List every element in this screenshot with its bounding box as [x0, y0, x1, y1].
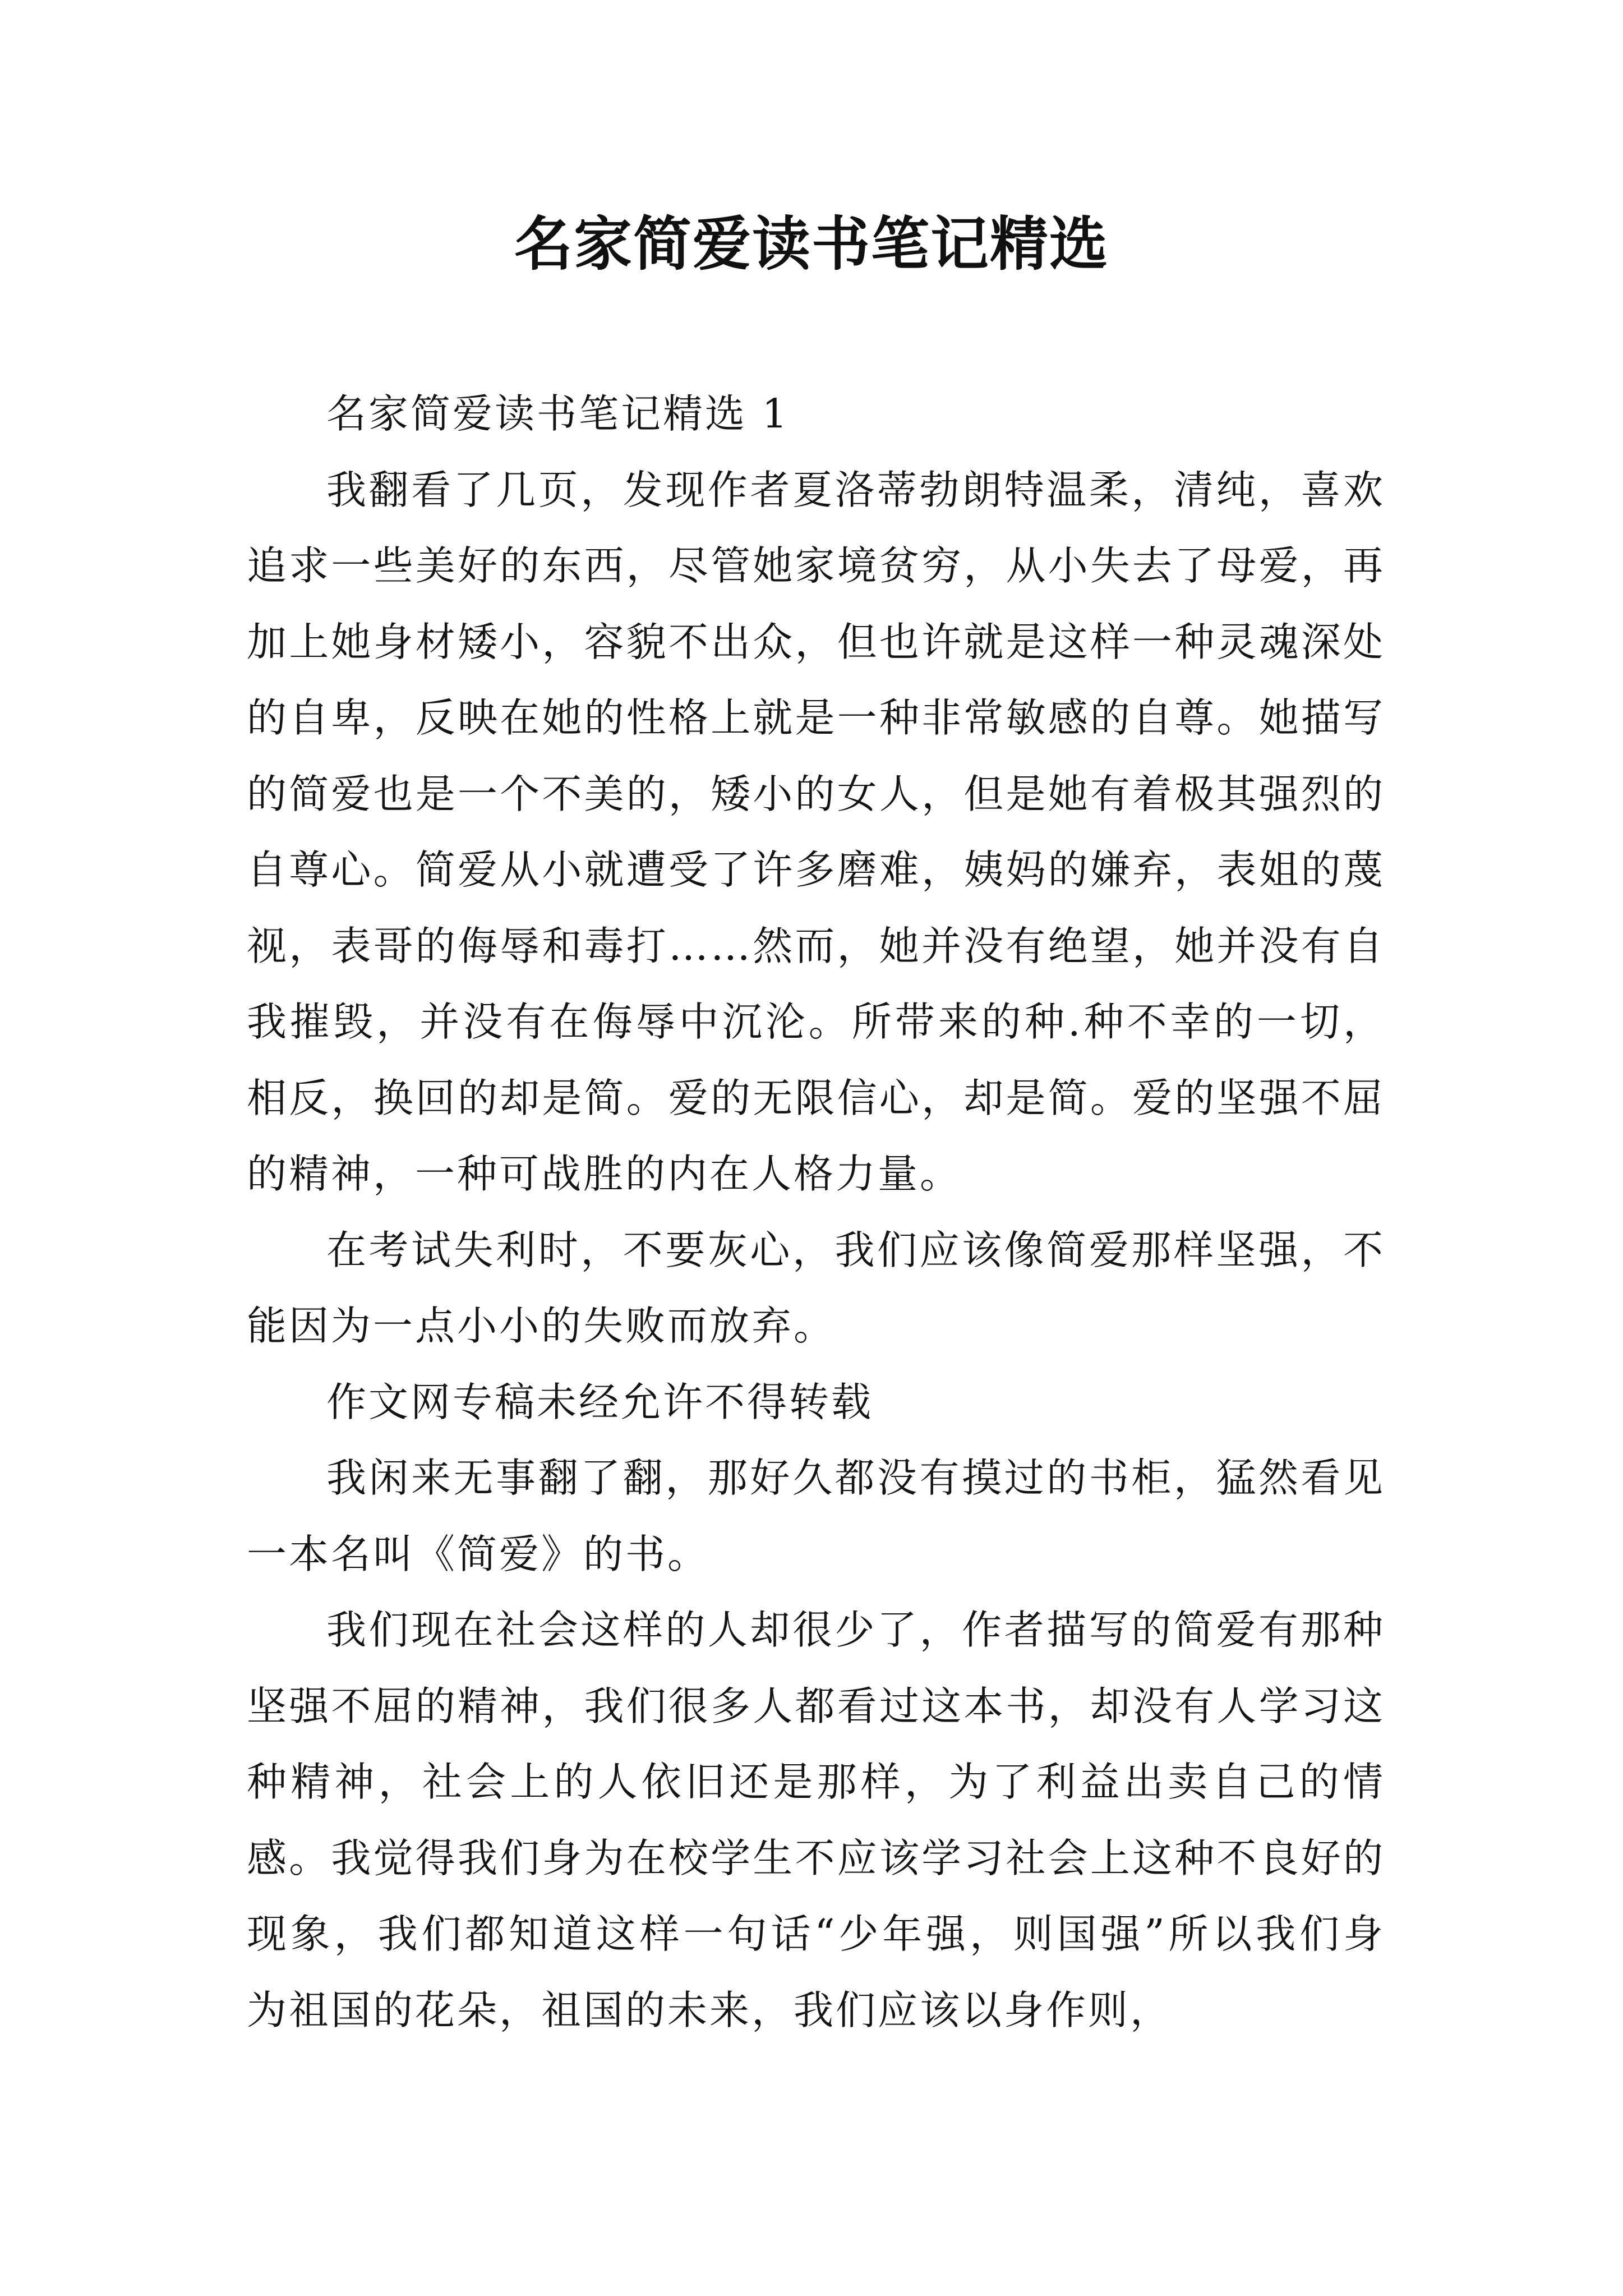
document-body — [247, 376, 1385, 2048]
document-title: 名家简爱读书笔记精选 — [514, 209, 1109, 278]
paragraph: 我闲来无事翻了翻，那好久都没有摸过的书柜，猛然看见一本名叫《简爱》的书。 — [247, 1455, 1385, 1577]
paragraph: 作文网专稿未经允许不得转载 — [326, 1378, 874, 1425]
paragraph: 在考试失利时，不要灰心，我们应该像简爱那样坚强，不能因为一点小小的失败而放弃。 — [247, 1226, 1385, 1349]
section-heading: 名家简爱读书笔记精选 1 — [326, 390, 790, 437]
paragraph: 我们现在社会这样的人却很少了，作者描写的简爱有那种坚强不屈的精神，我们很多人都看过这本书，却没有人学习这种精神，社会上的人依旧还是那样，为了利益出卖自己的情感。我觉得我们身为在校学生不应该学习社会上这种不良好的现象，我们都知道这样一句话“少年强，则国强”所以我们身为祖国的花朵，祖国的未来，我们应该以身作则， — [247, 1607, 1385, 2033]
paragraph: 我翻看了几页，发现作者夏洛蒂勃朗特温柔，清纯，喜欢追求一些美好的东西，尽管她家境贫穷，从小失去了母爱，再加上她身材矮小，容貌不出众，但也许就是这样一种灵魂深处的自卑，反映在她的性格上就是一种非常敏感的自尊。她描写的简爱也是一个不美的，矮小的女人，但是她有着极其强烈的自尊心。简爱从小就遭受了许多磨难，姨妈的嫌弃，表姐的蔑视，表哥的侮辱和毒打……然而，她并没有绝望，她并没有自我摧毁，并没有在侮辱中沉沦。所带来的种.种不幸的一切，相反，换回的却是简。爱的无限信心，却是简。爱的坚强不屈的精神，一种可战胜的内在人格力量。 — [247, 466, 1385, 1197]
